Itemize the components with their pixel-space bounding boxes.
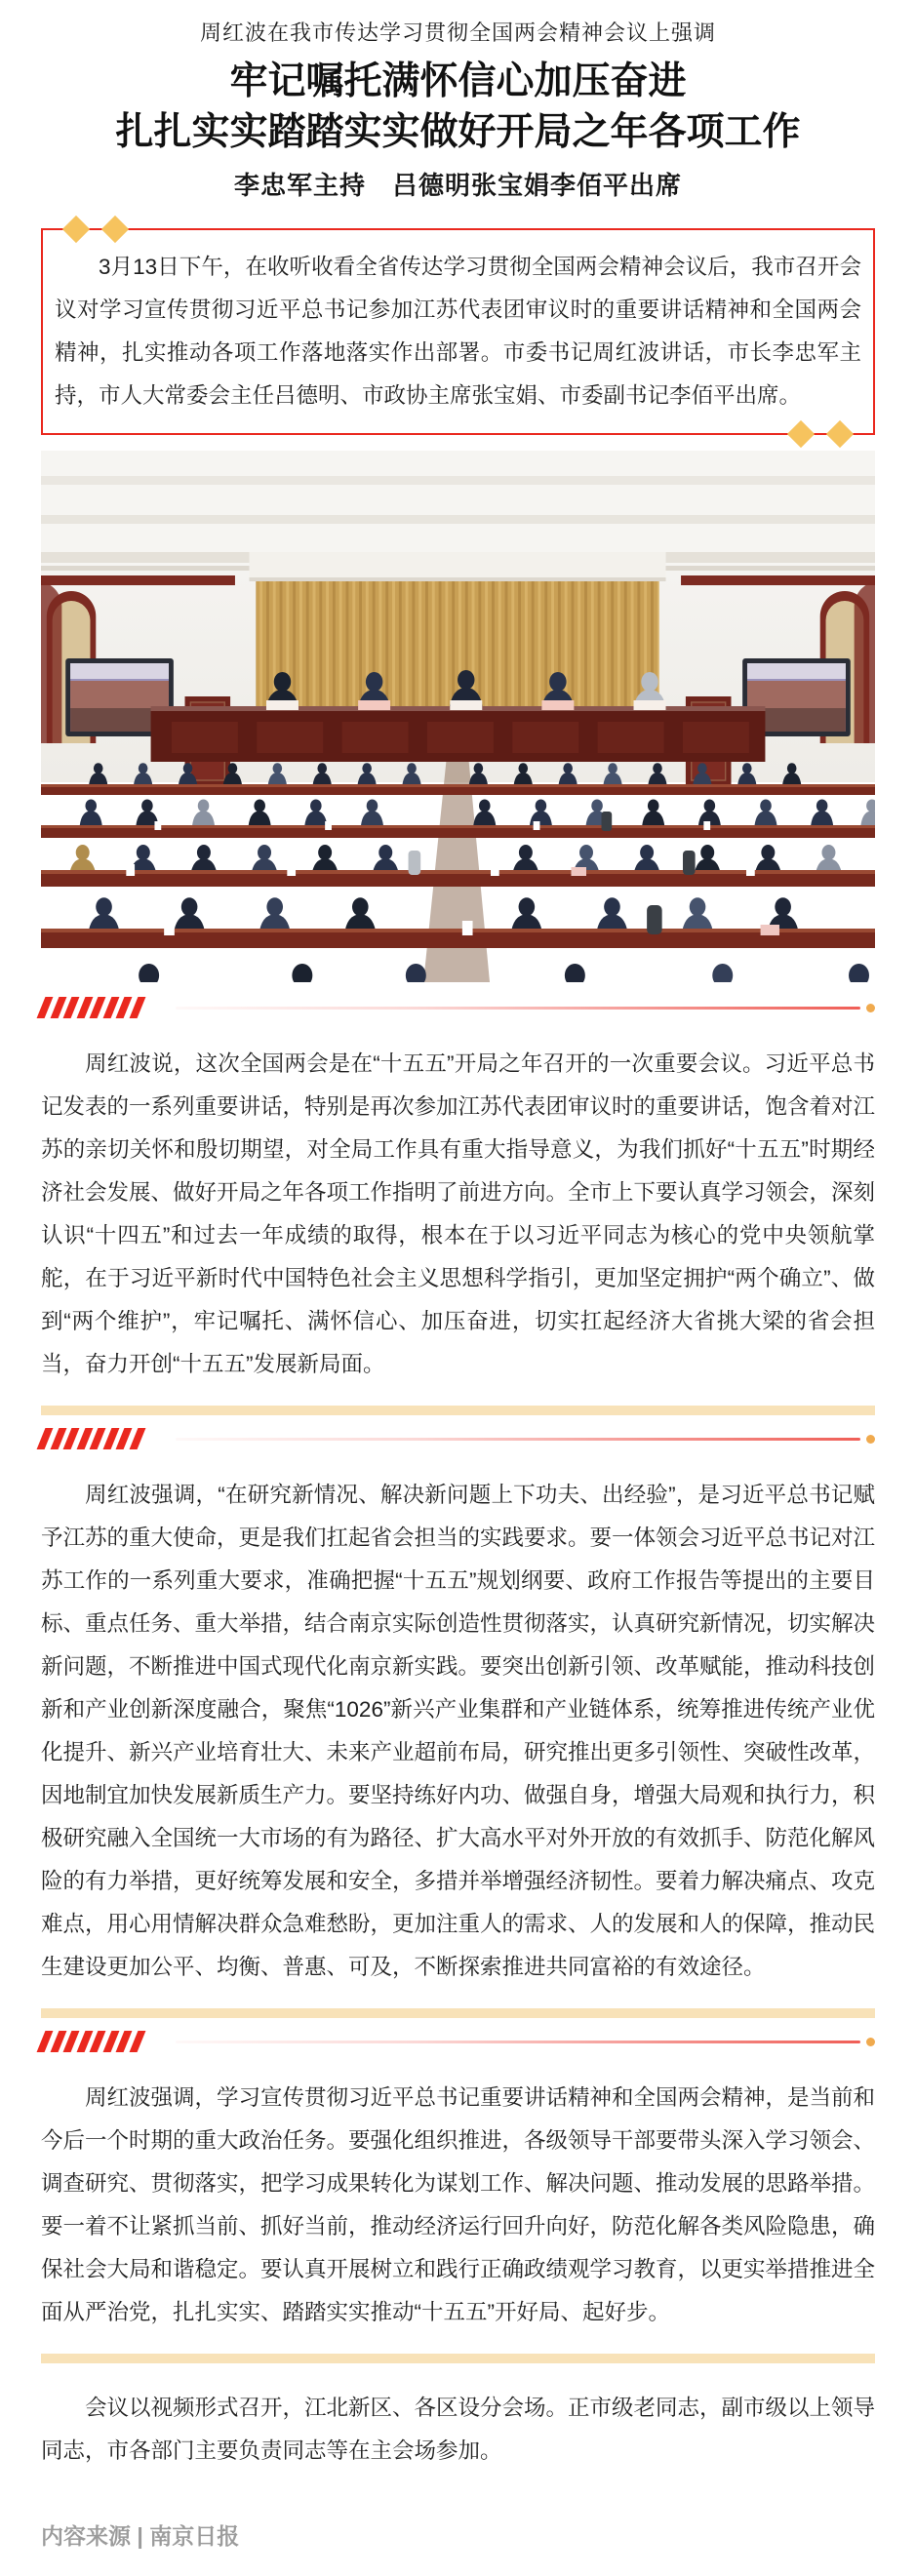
divider-dot-icon (866, 2038, 875, 2046)
divider-line (176, 2041, 860, 2043)
article-paragraph: 会议以视频形式召开，江北新区、各区设分会场。正市级老同志，副市级以上领导同志，市各部门主要负责同志等在主会场参加。 (41, 2396, 876, 2463)
diamond-ornament-icon (101, 216, 129, 243)
article-kicker: 周红波在我市传达学习贯彻全国两会精神会议上强调 (199, 20, 716, 45)
article-paragraph: 周红波说，这次全国两会是在“十五五”开局之年召开的一次重要会议。习近平总书记发表的一系列重要讲话，特别是再次参加江苏代表团审议时的重要讲话，饱含着对江苏的亲切关怀和殷切期望，对全局工作具有重大指导意义，为我们抓好“十五五”时期经济社会发展、做好开局之年各项工作指明了前进方向。全市上下要认真学习领会，深刻认识“十四五”和过去一年成绩的取得，根本在于以习近平同志为核心的党中央领航掌舵，在于习近平新时代中国特色社会主义思想科学指引，更加坚定拥护“两个确立”、做到“两个维护”，牢记嘱托、满怀信心、加压奋进，切实扛起经济大省挑大梁的省会担当，奋力开创“十五五”发展新局面。 (41, 1051, 876, 1376)
conference-photo-illustration (41, 451, 875, 982)
divider-line (176, 1438, 860, 1441)
article-paragraph: 周红波强调，学习宣传贯彻习近平总书记重要讲话精神和全国两会精神，是当前和今后一个时期的重大政治任务。要强化组织推进，各级领导干部要带头深入学习领会、调查研究、贯彻落实，把学习成果转化为谋划工作、解决问题、推动发展的思路举措。要一着不让紧抓当前、抓好当前，推动经济运行回升向好，防范化解各类风险隐患，确保社会大局和谐稳定。要认真开展树立和践行正确政绩观学习教育，以更实举措推进全面从严治党，扎扎实实、踏踏实实推动“十五五”开好局、起好步。 (41, 2085, 876, 2324)
lead-summary-box (41, 228, 875, 435)
slash-stripes-icon (41, 2031, 146, 2052)
slash-stripes-icon (41, 997, 146, 1018)
divider-line (176, 1007, 860, 1010)
content-source: 内容来源 | 南京日报 (41, 2523, 240, 2549)
article-paragraph: 周红波强调，“在研究新情况、解决新问题上下功夫、出经验”，是习近平总书记赋予江苏的重大使命，更是我们扛起省会担当的实践要求。要一体领会习近平总书记对江苏工作的一系列重大要求，准确把握“十五五”规划纲要、政府工作报告等提出的主要目标、重点任务、重大举措，结合南京实际创造性贯彻落实，认真研究新情况，切实解决新问题，不断推进中国式现代化南京新实践。要突出创新引领、改革赋能，推动科技创新和产业创新深度融合，聚焦“1026”新兴产业集群和产业链体系，统筹推进传统产业优化提升、新兴产业培育壮大、未来产业超前布局，研究推出更多引领性、突破性改革，因地制宜加快发展新质生产力。要坚持练好内功、做强自身，增强大局观和执行力，积极研究融入全国统一大市场的有为路径、扩大高水平对外开放的有效抓手、防范化解风险的有力举措，更好统筹发展和安全，多措并举增强经济韧性。要着力解决痛点、攻克难点，用心用情解决群众急难愁盼，更加注重人的需求、人的发展和人的保障，推动民生建设更加公平、均衡、普惠、可及，不断探索推进共同富裕的有效途径。 (41, 1483, 876, 1979)
peach-separator-band (41, 1406, 875, 1415)
peach-separator-band (41, 2354, 875, 2363)
article-title-line1: 牢记嘱托满怀信心加压奋进 (229, 60, 687, 102)
diamond-ornament-icon (62, 216, 90, 243)
slash-stripes-icon (41, 1428, 146, 1449)
diamond-ornament-icon (787, 420, 815, 448)
section-divider (41, 996, 875, 1019)
divider-dot-icon (866, 1004, 875, 1012)
peach-separator-band (41, 2008, 875, 2018)
article-byline: 李忠军主持 吕德明张宝娟李佰平出席 (233, 172, 682, 200)
lead-summary-text: 3月13日下午，在收听收看全省传达学习贯彻全国两会精神会议后，我市召开会议对学习宣传贯彻习近平总书记参加江苏代表团审议时的重要讲话精神和全国两会精神，扎实推动各项工作落地落实作出部署。市委书记周红波讲话，市长李忠军主持，市人大常委会主任吕德明、市政协主席张宝娟、市委副书记李佰平出席。 (55, 255, 861, 408)
section-divider (41, 2030, 875, 2053)
diamond-ornament-icon (826, 420, 854, 448)
article-title-line2: 扎扎实实踏踏实实做好开局之年各项工作 (115, 111, 801, 153)
section-divider (41, 1427, 875, 1450)
divider-dot-icon (866, 1435, 875, 1444)
conference-photo[interactable] (41, 451, 875, 982)
